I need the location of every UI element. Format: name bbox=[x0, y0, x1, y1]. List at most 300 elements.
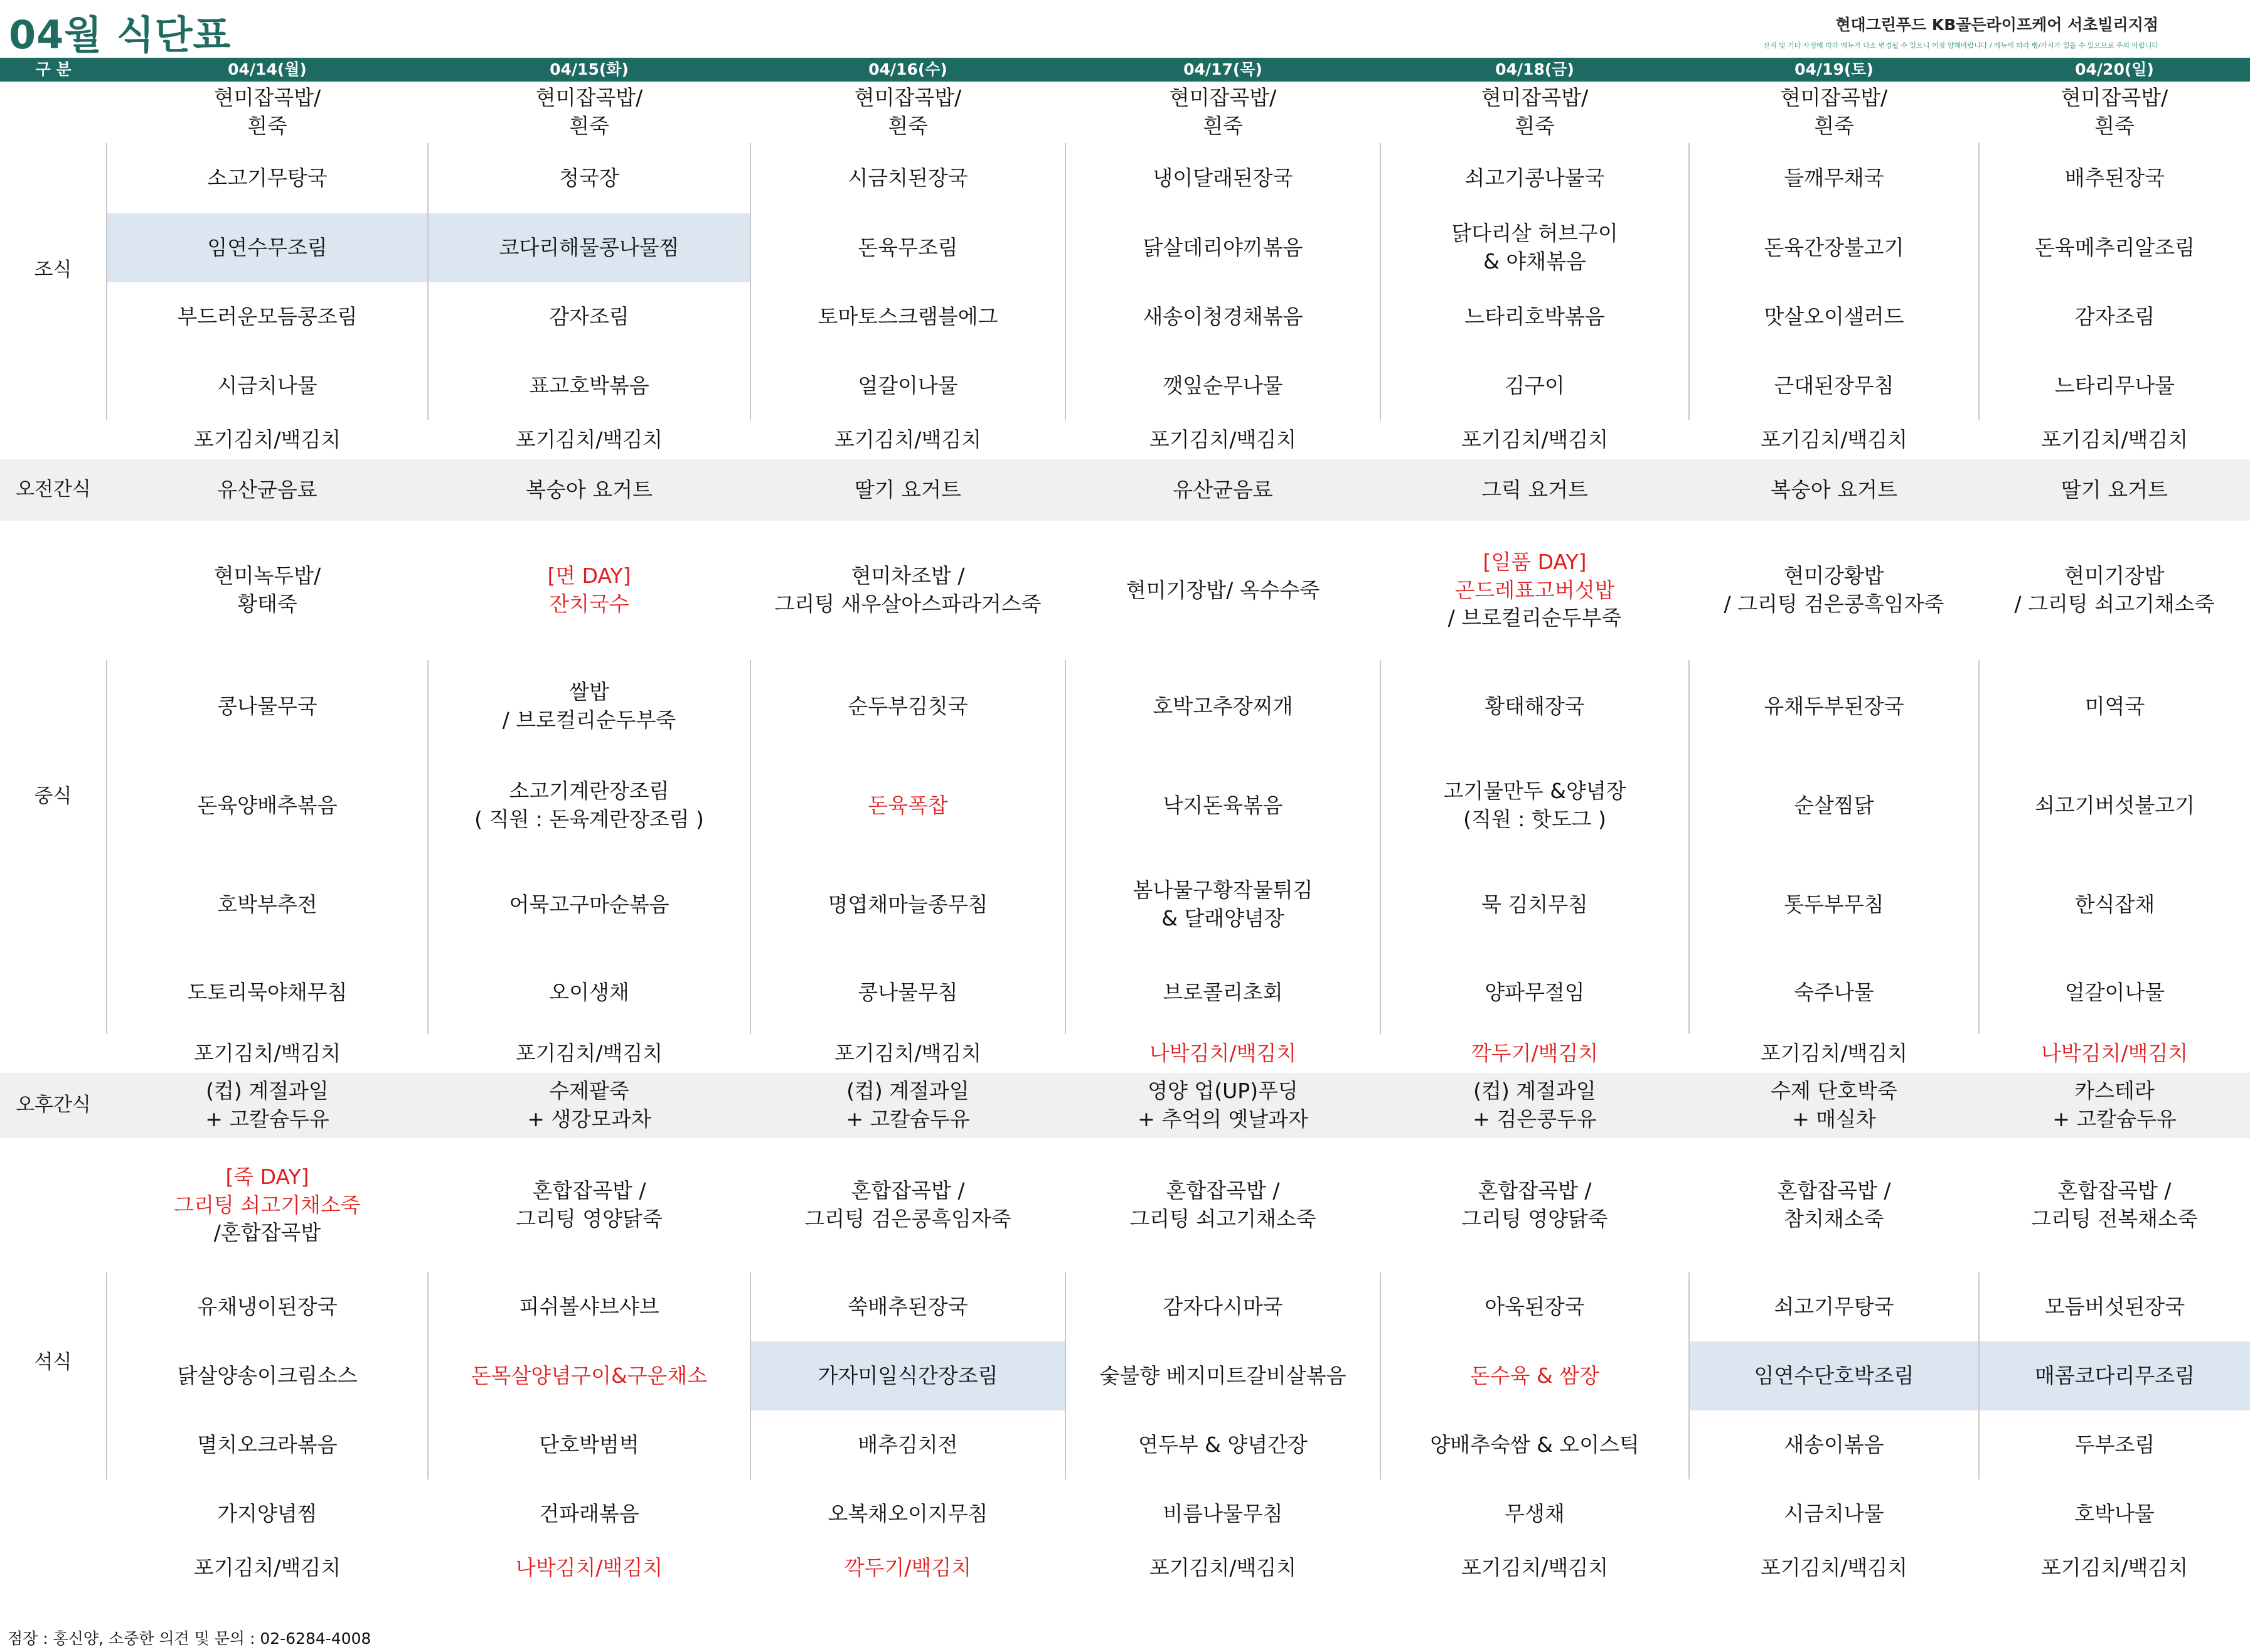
menu-item-text: 임연수무조림 bbox=[207, 235, 328, 260]
menu-cell bbox=[428, 521, 750, 660]
menu-item-text: 포기김치/백김치 bbox=[1149, 1555, 1297, 1580]
menu-cell bbox=[1979, 1138, 2250, 1272]
menu-cell bbox=[428, 213, 750, 282]
menu-cell bbox=[1065, 420, 1380, 459]
menu-cell bbox=[428, 282, 750, 351]
menu-item-text: 감자다시마국 bbox=[1163, 1294, 1283, 1319]
menu-item-text: 포기김치/백김치 bbox=[834, 1040, 982, 1065]
menu-item-text: 혼합잡곡밥 / bbox=[1478, 1178, 1592, 1203]
menu-item-text: 봄나물구황작물튀김 bbox=[1133, 878, 1313, 903]
menu-cell bbox=[1689, 143, 1979, 213]
menu-cell bbox=[750, 420, 1065, 459]
menu-cell bbox=[1065, 1034, 1380, 1073]
menu-item-text: 쌀밥 bbox=[569, 679, 609, 705]
menu-cell bbox=[428, 1410, 750, 1479]
menu-item-text: 가자미일식간장조림 bbox=[818, 1363, 998, 1388]
menu-cell bbox=[750, 1341, 1065, 1410]
menu-cell bbox=[1065, 1138, 1380, 1272]
menu-item-text: 톳두부무침 bbox=[1784, 892, 1884, 917]
menu-item-text: 숯불향 베지미트갈비살볶음 bbox=[1099, 1363, 1346, 1388]
column-header-day: 04/19(토) bbox=[1689, 58, 1979, 82]
menu-cell bbox=[107, 1272, 428, 1341]
menu-item-text: 두부조림 bbox=[2074, 1432, 2155, 1457]
menu-item-text: 유산균음료 bbox=[1173, 477, 1273, 502]
menu-cell bbox=[1979, 143, 2250, 213]
menu-item-text: 포기김치/백김치 bbox=[515, 1040, 663, 1065]
menu-cell bbox=[1979, 1548, 2250, 1587]
menu-cell bbox=[1689, 1341, 1979, 1410]
menu-item-text: 돈수육 & 쌈장 bbox=[1469, 1363, 1600, 1388]
menu-cell bbox=[1689, 1138, 1979, 1272]
menu-item-text: (직원 : 핫도그 ) bbox=[1463, 807, 1606, 831]
menu-cell bbox=[1689, 1034, 1979, 1073]
menu-item-text: 유채두부된장국 bbox=[1764, 693, 1904, 718]
header-row bbox=[0, 58, 2250, 82]
menu-item-text: 혼합잡곡밥 / bbox=[532, 1178, 646, 1203]
menu-item-text: 아욱된장국 bbox=[1485, 1294, 1585, 1319]
menu-cell bbox=[1065, 459, 1380, 521]
menu-cell bbox=[107, 351, 428, 420]
menu-item-text: 포기김치/백김치 bbox=[1461, 1555, 1609, 1580]
menu-cell bbox=[428, 1341, 750, 1410]
menu-item-text: 현미잡곡밥/ bbox=[1481, 85, 1589, 110]
menu-item-text: 혼합잡곡밥 / bbox=[2057, 1178, 2172, 1203]
menu-cell bbox=[750, 1272, 1065, 1341]
menu-cell bbox=[428, 951, 750, 1034]
menu-item-text: 그리팅 영양닭죽 bbox=[1461, 1207, 1608, 1231]
menu-item-text: 모듬버섯된장국 bbox=[2044, 1294, 2185, 1319]
menu-item-text: 쇠고기버섯불고기 bbox=[2034, 792, 2195, 818]
menu-cell bbox=[1380, 753, 1689, 858]
menu-item-text: 현미잡곡밥/ bbox=[1169, 85, 1277, 110]
menu-row bbox=[0, 1548, 2250, 1587]
menu-item-text: 나박김치/백김치 bbox=[1149, 1040, 1297, 1065]
menu-item-text: 그리팅 쇠고기채소죽 bbox=[174, 1192, 361, 1217]
menu-cell bbox=[1689, 1410, 1979, 1479]
menu-item-text: 냉이달래된장국 bbox=[1153, 165, 1293, 190]
menu-cell bbox=[1689, 521, 1979, 660]
menu-item-text: 양배추숙쌈 & 오이스틱 bbox=[1430, 1432, 1640, 1457]
menu-cell bbox=[1689, 660, 1979, 753]
menu-cell bbox=[1979, 82, 2250, 143]
menu-row bbox=[0, 753, 2250, 858]
meal-label-lunch: 중식 bbox=[34, 785, 72, 808]
menu-row bbox=[0, 282, 2250, 351]
menu-item-text: + 추억의 옛날과자 bbox=[1138, 1107, 1308, 1131]
menu-row bbox=[0, 521, 2250, 660]
menu-table bbox=[0, 58, 2250, 1587]
menu-cell bbox=[1979, 1073, 2250, 1138]
menu-cell bbox=[1065, 1341, 1380, 1410]
menu-item-text: 얼갈이나물 bbox=[2064, 979, 2165, 1005]
menu-row bbox=[0, 420, 2250, 459]
menu-cell bbox=[428, 1138, 750, 1272]
menu-item-text: 들깨무채국 bbox=[1784, 165, 1884, 190]
menu-cell bbox=[107, 1034, 428, 1073]
menu-cell bbox=[428, 1479, 750, 1548]
menu-cell bbox=[107, 1548, 428, 1587]
menu-item-text: 매콤코다리무조림 bbox=[2034, 1363, 2195, 1388]
menu-cell bbox=[750, 1034, 1065, 1073]
menu-item-text: 새송이볶음 bbox=[1784, 1432, 1884, 1457]
menu-cell bbox=[1979, 282, 2250, 351]
menu-cell bbox=[750, 213, 1065, 282]
menu-item-text: 오복채오이지무침 bbox=[828, 1501, 988, 1526]
menu-item-text: 그리팅 전복채소죽 bbox=[2031, 1207, 2198, 1231]
menu-item-text: 멸치오크라볶음 bbox=[197, 1432, 338, 1457]
menu-item-text: 그리팅 새우살아스파라거스죽 bbox=[774, 592, 1042, 616]
menu-row bbox=[0, 660, 2250, 753]
menu-cell bbox=[1979, 521, 2250, 660]
meal-label-breakfast: 조식 bbox=[34, 258, 72, 282]
menu-item-text: 흰죽 bbox=[569, 114, 609, 138]
menu-cell bbox=[1065, 1548, 1380, 1587]
meal-label-pm-snack: 오후간식 bbox=[0, 1073, 107, 1138]
menu-item-text: 쇠고기콩나물국 bbox=[1464, 165, 1605, 190]
menu-cell bbox=[1689, 351, 1979, 420]
menu-cell bbox=[107, 660, 428, 753]
menu-row bbox=[0, 1138, 2250, 1272]
menu-item-text: 가지양념찜 bbox=[217, 1501, 317, 1526]
menu-row bbox=[0, 858, 2250, 951]
menu-item-text: 현미강황밥 bbox=[1784, 563, 1884, 589]
column-header-day: 04/14(월) bbox=[107, 58, 428, 82]
menu-item-text: 근대된장무침 bbox=[1774, 373, 1894, 398]
menu-cell bbox=[1689, 459, 1979, 521]
menu-cell bbox=[1065, 951, 1380, 1034]
menu-cell bbox=[428, 420, 750, 459]
menu-item-text: 도토리묵야채무침 bbox=[187, 979, 348, 1005]
menu-item-text: 순두부김칫국 bbox=[848, 693, 968, 718]
menu-cell bbox=[1689, 282, 1979, 351]
menu-cell bbox=[107, 1341, 428, 1410]
menu-cell bbox=[1065, 521, 1380, 660]
menu-cell bbox=[428, 1548, 750, 1587]
menu-cell bbox=[107, 753, 428, 858]
menu-item-text: 복숭아 요거트 bbox=[526, 477, 653, 502]
menu-cell bbox=[1065, 1073, 1380, 1138]
menu-item-text: 그리팅 영양닭죽 bbox=[516, 1207, 663, 1231]
menu-item-text: 얼갈이나물 bbox=[858, 373, 958, 398]
menu-item-text: / 브로컬리순두부죽 bbox=[502, 708, 676, 732]
menu-cell bbox=[1380, 521, 1689, 660]
menu-item-text: 현미잡곡밥/ bbox=[2061, 85, 2168, 110]
menu-item-text: 혼합잡곡밥 / bbox=[1777, 1178, 1891, 1203]
menu-item-text: 카스테라 bbox=[2074, 1079, 2155, 1104]
menu-item-text: 닭살양송이크림소스 bbox=[177, 1363, 358, 1388]
menu-cell bbox=[750, 858, 1065, 951]
menu-cell bbox=[750, 521, 1065, 660]
menu-item-text: 포기김치/백김치 bbox=[515, 427, 663, 452]
menu-cell bbox=[107, 143, 428, 213]
column-header-day: 04/18(금) bbox=[1380, 58, 1689, 82]
company-name: 현대그린푸드 KB골든라이프케어 서초빌리지점 bbox=[1835, 16, 2158, 34]
menu-item-text: (컵) 계절과일 bbox=[846, 1079, 969, 1104]
menu-cell bbox=[750, 1138, 1065, 1272]
menu-cell bbox=[750, 753, 1065, 858]
menu-cell bbox=[1065, 660, 1380, 753]
menu-item-text: 시금치나물 bbox=[1784, 1501, 1884, 1526]
menu-item-text: 깍두기/백김치 bbox=[1471, 1040, 1599, 1065]
menu-cell bbox=[1979, 858, 2250, 951]
menu-cell bbox=[1380, 420, 1689, 459]
menu-item-text: 잔치국수 bbox=[549, 592, 629, 616]
menu-item-text: + 매실차 bbox=[1792, 1107, 1876, 1131]
menu-item-text: 양파무절임 bbox=[1485, 979, 1585, 1005]
meal-label-am-snack: 오전간식 bbox=[0, 459, 107, 521]
menu-cell bbox=[1380, 1138, 1689, 1272]
menu-item-text: 배추김치전 bbox=[858, 1432, 958, 1457]
menu-item-text: 숙주나물 bbox=[1794, 979, 1874, 1005]
menu-cell bbox=[1380, 1548, 1689, 1587]
menu-item-text: 현미기장밥 bbox=[2064, 563, 2165, 589]
menu-item-text: 포기김치/백김치 bbox=[193, 427, 341, 452]
menu-row bbox=[0, 143, 2250, 213]
menu-cell bbox=[1380, 1410, 1689, 1479]
menu-item-text: 맛살오이샐러드 bbox=[1764, 304, 1904, 329]
menu-cell bbox=[428, 753, 750, 858]
menu-item-text: 표고호박볶음 bbox=[529, 373, 649, 398]
menu-item-text: 돈육간장불고기 bbox=[1764, 235, 1904, 260]
menu-cell bbox=[428, 858, 750, 951]
menu-item-text: 복숭아 요거트 bbox=[1771, 477, 1897, 502]
menu-item-text: 현미차조밥 / bbox=[851, 563, 965, 589]
menu-item-text: 어묵고구마순볶음 bbox=[509, 892, 669, 917]
menu-cell bbox=[107, 1138, 428, 1272]
footer-contact: 점장 : 홍신양, 소중한 의견 및 문의 : 02-6284-4008 bbox=[8, 1629, 371, 1648]
menu-item-text: & 야채볶음 bbox=[1483, 249, 1586, 274]
menu-row bbox=[0, 1272, 2250, 1341]
menu-cell bbox=[428, 1073, 750, 1138]
menu-item-text: 돈육양배추볶음 bbox=[197, 792, 338, 818]
menu-row bbox=[0, 1410, 2250, 1479]
menu-item-text: 돈목살양념구이&구운채소 bbox=[471, 1363, 708, 1388]
menu-cell bbox=[1689, 951, 1979, 1034]
menu-item-text: / 브로컬리순두부죽 bbox=[1448, 605, 1622, 631]
menu-cell bbox=[1689, 420, 1979, 459]
menu-item-text: 혼합잡곡밥 / bbox=[851, 1178, 965, 1203]
menu-cell bbox=[107, 420, 428, 459]
menu-cell bbox=[1979, 213, 2250, 282]
menu-row bbox=[0, 951, 2250, 1034]
menu-item-text: 포기김치/백김치 bbox=[834, 427, 982, 452]
menu-item-text: & 달래양념장 bbox=[1161, 906, 1284, 930]
menu-item-text: [일품 DAY] bbox=[1483, 550, 1587, 575]
menu-cell bbox=[1065, 82, 1380, 143]
menu-item-text: 황태해장국 bbox=[1485, 693, 1585, 718]
menu-cell bbox=[428, 660, 750, 753]
menu-cell bbox=[750, 459, 1065, 521]
menu-item-text: 수제 단호박죽 bbox=[1771, 1079, 1897, 1104]
menu-item-text: (컵) 계절과일 bbox=[1473, 1079, 1596, 1104]
menu-item-text: 무생채 bbox=[1505, 1501, 1565, 1526]
menu-item-text: 딸기 요거트 bbox=[2061, 477, 2168, 502]
menu-cell bbox=[1380, 282, 1689, 351]
menu-cell bbox=[107, 858, 428, 951]
menu-item-text: 호박고추장찌개 bbox=[1153, 693, 1293, 718]
menu-cell bbox=[107, 951, 428, 1034]
menu-item-text: 나박김치/백김치 bbox=[2040, 1040, 2189, 1065]
menu-item-text: 단호박범벅 bbox=[539, 1432, 639, 1457]
menu-item-text: 쑥배추된장국 bbox=[848, 1294, 968, 1319]
menu-cell bbox=[1065, 351, 1380, 420]
menu-item-text: 묵 김치무침 bbox=[1481, 892, 1588, 917]
menu-cell bbox=[1380, 1073, 1689, 1138]
page-title: 04월 식단표 bbox=[9, 12, 232, 58]
menu-item-text: 황태죽 bbox=[237, 592, 297, 616]
menu-item-text: 포기김치/백김치 bbox=[1760, 1555, 1908, 1580]
menu-cell bbox=[1065, 213, 1380, 282]
menu-item-text: 느타리무나물 bbox=[2054, 373, 2175, 398]
menu-cell bbox=[750, 660, 1065, 753]
menu-item-text: 감자조림 bbox=[2074, 304, 2155, 329]
column-header-day: 04/20(일) bbox=[1979, 58, 2250, 82]
menu-item-text: 포기김치/백김치 bbox=[2040, 427, 2189, 452]
menu-item-text: / 그리팅 검은콩흑임자죽 bbox=[1724, 592, 1944, 616]
menu-item-text: 소고기계란장조림 bbox=[509, 779, 669, 804]
column-header-category: 구 분 bbox=[0, 58, 107, 82]
menu-cell bbox=[1380, 1479, 1689, 1548]
menu-item-text: 포기김치/백김치 bbox=[1149, 427, 1297, 452]
menu-cell bbox=[1380, 82, 1689, 143]
menu-cell bbox=[1979, 420, 2250, 459]
notice-text: 산지 및 기타 사정에 따라 메뉴가 다소 변경될 수 있으니 이점 양해바랍니다 / 메뉴에 따라 빵/가시가 있을 수 있으므로 주의 바랍니다 bbox=[1763, 41, 2158, 50]
menu-cell bbox=[1380, 213, 1689, 282]
menu-cell bbox=[428, 1272, 750, 1341]
menu-cell bbox=[1689, 858, 1979, 951]
menu-item-text: 청국장 bbox=[559, 165, 619, 190]
menu-item-text: 유채냉이된장국 bbox=[197, 1294, 338, 1319]
menu-cell bbox=[1689, 1548, 1979, 1587]
menu-item-text: 코다리해물콩나물찜 bbox=[499, 235, 680, 260]
menu-cell bbox=[1979, 1410, 2250, 1479]
menu-item-text: 피쉬볼샤브샤브 bbox=[519, 1294, 659, 1319]
menu-item-text: + 검은콩두유 bbox=[1473, 1107, 1597, 1131]
menu-item-text: 브로콜리초회 bbox=[1163, 979, 1283, 1005]
menu-item-text: 흰죽 bbox=[1515, 114, 1555, 138]
menu-item-text: + 고칼슘두유 bbox=[205, 1107, 329, 1131]
menu-item-text: + 생강모과차 bbox=[527, 1107, 651, 1131]
menu-item-text: 콩나물무침 bbox=[858, 979, 958, 1005]
menu-item-text: 혼합잡곡밥 / bbox=[1166, 1178, 1280, 1203]
menu-item-text: 감자조림 bbox=[549, 304, 629, 329]
menu-item-text: + 고칼슘두유 bbox=[846, 1107, 970, 1131]
menu-item-text: + 고칼슘두유 bbox=[2052, 1107, 2177, 1131]
column-header-day: 04/17(목) bbox=[1065, 58, 1380, 82]
menu-item-text: 토마토스크램블에그 bbox=[818, 304, 998, 329]
menu-cell bbox=[1065, 1410, 1380, 1479]
menu-item-text: (컵) 계절과일 bbox=[206, 1079, 329, 1104]
menu-cell bbox=[428, 143, 750, 213]
menu-cell bbox=[750, 1548, 1065, 1587]
menu-item-text: 느타리호박볶음 bbox=[1464, 304, 1605, 329]
menu-item-text: 현미잡곡밥/ bbox=[213, 85, 321, 110]
menu-cell bbox=[1689, 1272, 1979, 1341]
menu-item-text: 포기김치/백김치 bbox=[193, 1040, 341, 1065]
menu-cell bbox=[1065, 858, 1380, 951]
menu-cell bbox=[1979, 753, 2250, 858]
menu-cell bbox=[1380, 1341, 1689, 1410]
menu-item-text: 그리팅 검은콩흑임자죽 bbox=[804, 1207, 1011, 1231]
menu-item-text: 딸기 요거트 bbox=[855, 477, 961, 502]
menu-item-text: 수제팥죽 bbox=[549, 1079, 629, 1104]
menu-item-text: 시금치된장국 bbox=[848, 165, 968, 190]
menu-item-text: ( 직원 : 돈육계란장조림 ) bbox=[474, 807, 704, 831]
menu-cell bbox=[1065, 282, 1380, 351]
menu-item-text: 연두부 & 양념간장 bbox=[1138, 1432, 1308, 1457]
menu-cell bbox=[1979, 660, 2250, 753]
menu-cell bbox=[1979, 459, 2250, 521]
column-header-day: 04/16(수) bbox=[750, 58, 1065, 82]
menu-cell bbox=[750, 282, 1065, 351]
menu-cell bbox=[1065, 1479, 1380, 1548]
menu-cell bbox=[107, 282, 428, 351]
menu-cell bbox=[107, 82, 428, 143]
menu-cell bbox=[1689, 82, 1979, 143]
menu-item-text: 낙지돈육볶음 bbox=[1163, 792, 1283, 818]
menu-row bbox=[0, 82, 2250, 143]
menu-item-text: 시금치나물 bbox=[217, 373, 317, 398]
menu-cell bbox=[107, 521, 428, 660]
menu-item-text: 포기김치/백김치 bbox=[1760, 1040, 1908, 1065]
menu-item-text: 닭살데리야끼볶음 bbox=[1143, 235, 1303, 260]
menu-item-text: 포기김치/백김치 bbox=[193, 1555, 341, 1580]
menu-item-text: 부드러운모듬콩조림 bbox=[177, 304, 358, 329]
menu-item-text: 그리팅 쇠고기채소죽 bbox=[1129, 1207, 1316, 1231]
menu-cell bbox=[1065, 1272, 1380, 1341]
menu-cell bbox=[1065, 143, 1380, 213]
menu-row bbox=[0, 1341, 2250, 1410]
menu-item-text: 오이생채 bbox=[549, 979, 629, 1005]
menu-item-text: 유산균음료 bbox=[217, 477, 317, 502]
menu-cell bbox=[750, 1479, 1065, 1548]
menu-item-text: 쇠고기무탕국 bbox=[1774, 1294, 1894, 1319]
menu-cell bbox=[1689, 1073, 1979, 1138]
menu-item-text: 김구이 bbox=[1505, 373, 1565, 398]
meal-label-dinner: 석식 bbox=[34, 1351, 72, 1374]
menu-cell bbox=[750, 1410, 1065, 1479]
menu-row bbox=[0, 1479, 2250, 1548]
menu-cell bbox=[750, 351, 1065, 420]
menu-cell bbox=[1065, 753, 1380, 858]
menu-cell bbox=[1380, 459, 1689, 521]
menu-cell bbox=[107, 459, 428, 521]
menu-item-text: 돈육메추리알조림 bbox=[2034, 235, 2195, 260]
menu-item-text: 흰죽 bbox=[1203, 114, 1243, 138]
menu-item-text: 나박김치/백김치 bbox=[515, 1555, 663, 1580]
menu-cell bbox=[1380, 351, 1689, 420]
menu-item-text: 포기김치/백김치 bbox=[1760, 427, 1908, 452]
menu-item-text: 현미녹두밥/ bbox=[213, 563, 321, 589]
menu-item-text: 호박부추전 bbox=[217, 892, 317, 917]
menu-item-text: 포기김치/백김치 bbox=[1461, 427, 1609, 452]
menu-item-text: 그릭 요거트 bbox=[1481, 477, 1588, 502]
menu-item-text: 돈육폭찹 bbox=[868, 792, 948, 818]
menu-item-text: 흰죽 bbox=[1814, 114, 1854, 138]
menu-item-text: 새송이청경채볶음 bbox=[1143, 304, 1303, 329]
menu-item-text: 참치채소죽 bbox=[1784, 1207, 1884, 1231]
column-header-day: 04/15(화) bbox=[428, 58, 750, 82]
menu-item-text: 현미잡곡밥/ bbox=[535, 85, 643, 110]
menu-cell bbox=[1380, 660, 1689, 753]
menu-cell bbox=[107, 1479, 428, 1548]
menu-cell bbox=[1979, 351, 2250, 420]
menu-item-text: 호박나물 bbox=[2074, 1501, 2155, 1526]
menu-cell bbox=[1979, 1341, 2250, 1410]
menu-item-text: 임연수단호박조림 bbox=[1754, 1363, 1914, 1388]
menu-row bbox=[0, 213, 2250, 282]
menu-cell bbox=[1380, 1034, 1689, 1073]
